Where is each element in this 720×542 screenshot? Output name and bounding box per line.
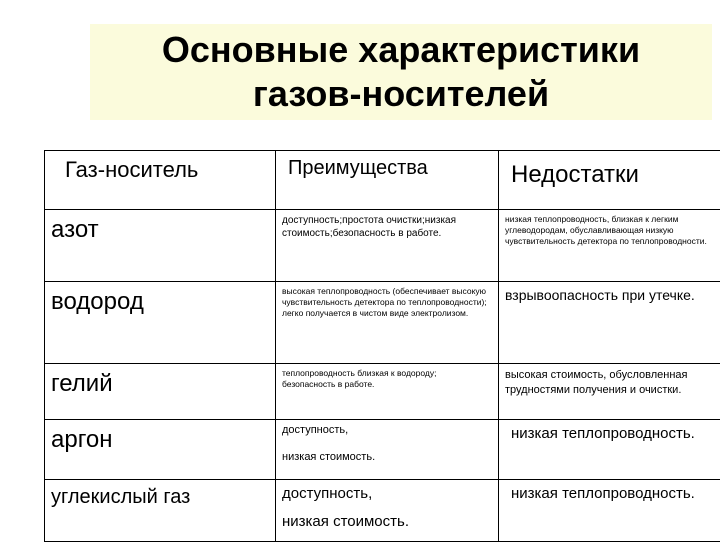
title-line-2: газов-носителей — [90, 72, 712, 116]
gas-name: аргон — [45, 420, 276, 480]
header-disadvantages: Недостатки — [499, 151, 720, 210]
disadvantages-cell: низкая теплопроводность. — [499, 420, 720, 480]
advantages-cell: высокая теплопроводность (обеспечивает высокую чувствительность детектора по теплопроводности); легко получается в чистом виде электролизом. — [276, 282, 499, 364]
disadvantages-cell: низкая теплопроводность. — [499, 480, 720, 542]
advantage-line: низкая стоимость. — [282, 451, 375, 463]
advantages-cell: теплопроводность близкая к водороду; безопасность в работе. — [276, 364, 499, 420]
table-row — [45, 420, 720, 480]
table-row — [45, 210, 720, 282]
table-row — [45, 282, 720, 364]
gas-name: гелий — [45, 364, 276, 420]
disadvantages-cell: высокая стоимость, обусловленная трудностями получения и очистки. — [499, 364, 720, 420]
table-row — [45, 480, 720, 542]
disadvantages-cell: низкая теплопроводность, близкая к легким углеводородам, обуславливающая низкую чувствительность детектора по теплопроводности. — [499, 210, 720, 282]
title-line-1: Основные характеристики — [90, 28, 712, 72]
advantage-line: доступность, — [282, 424, 348, 436]
advantage-line: низкая стоимость. — [282, 513, 409, 530]
advantages-cell: доступность;простота очистки;низкая стоимость;безопасность в работе. — [276, 210, 499, 282]
gas-name: углекислый газ — [45, 480, 276, 542]
advantage-line: доступность, — [282, 485, 372, 502]
table-row — [45, 364, 720, 420]
table-header-row — [45, 151, 720, 210]
gas-name: водород — [45, 282, 276, 364]
slide-title — [90, 28, 712, 116]
characteristics-table — [44, 150, 720, 542]
gas-name: азот — [45, 210, 276, 282]
header-gas: Газ-носитель — [45, 151, 276, 210]
advantages-cell — [276, 480, 499, 542]
disadvantages-cell: взрывоопасность при утечке. — [499, 282, 720, 364]
advantages-cell — [276, 420, 499, 480]
header-advantages: Преимущества — [276, 151, 499, 210]
